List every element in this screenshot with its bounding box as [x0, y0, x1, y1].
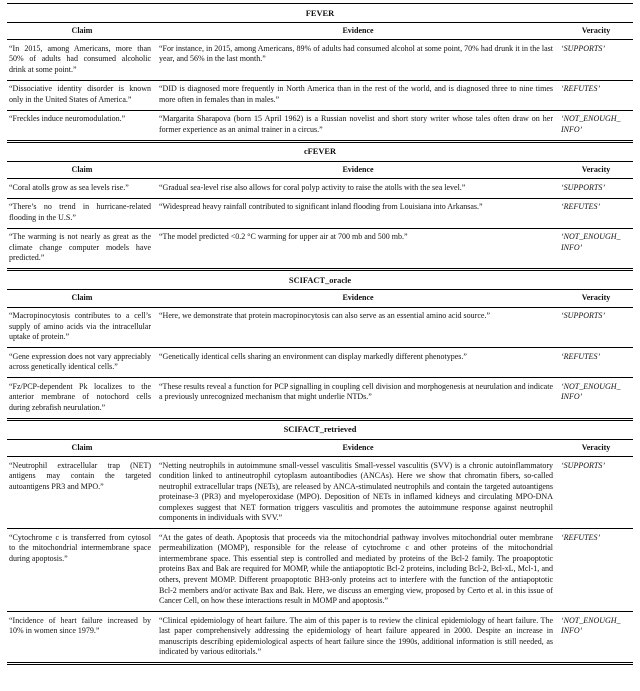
table-row — [7, 179, 633, 199]
evidence-cell: “The model predicted <0.2 °C warming for upper air at 700 mb and 500 mb.” — [157, 228, 559, 270]
section-title: FEVER — [7, 4, 633, 23]
claim-cell: “Neutrophil extracellular trap (NET) antigens may contain the targeted autoantigens PR3 and MPO.” — [7, 457, 157, 529]
column-header-claim: Claim — [7, 162, 157, 179]
column-header-evidence: Evidence — [157, 23, 559, 40]
table-row — [7, 198, 633, 228]
column-header-evidence: Evidence — [157, 162, 559, 179]
table-row — [7, 457, 633, 529]
claim-cell: “Gene expression does not vary appreciably across genetically identical cells.” — [7, 348, 157, 378]
claim-cell: “The warming is not nearly as great as the climate change computer models have predicted.” — [7, 228, 157, 270]
column-header-row — [7, 162, 633, 179]
veracity-cell: ‘REFUTES’ — [559, 198, 633, 228]
section-title-row-fever — [7, 4, 633, 23]
table-row — [7, 378, 633, 420]
veracity-cell: ‘SUPPORTS’ — [559, 307, 633, 348]
column-header-veracity: Veracity — [559, 162, 633, 179]
veracity-cell: ‘NOT_​ENOUGH_​INFO’ — [559, 110, 633, 141]
section-title: SCIFACT_oracle — [7, 270, 633, 290]
table-row — [7, 110, 633, 141]
evidence-cell: “These results reveal a function for PCP signalling in coupling cell division and morphogenesis at neurulation and indicate a previously unrecognized mechanism that might underlie NTDs.” — [157, 378, 559, 420]
claim-cell: “There’s no trend in hurricane-related flooding in the U.S.” — [7, 198, 157, 228]
column-header-veracity: Veracity — [559, 23, 633, 40]
table-row — [7, 80, 633, 110]
section-title-row-scifact-retrieved — [7, 419, 633, 439]
column-header-veracity: Veracity — [559, 290, 633, 307]
claim-cell: “Fz/PCP-dependent Pk localizes to the anterior membrane of notochord cells during zebrafish neurulation.” — [7, 378, 157, 420]
veracity-cell: ‘SUPPORTS’ — [559, 179, 633, 199]
evidence-cell: “Genetically identical cells sharing an environment can display markedly different phenotypes.” — [157, 348, 559, 378]
evidence-cell: “Widespread heavy rainfall contributed to significant inland flooding from Louisiana into Arkansas.” — [157, 198, 559, 228]
column-header-claim: Claim — [7, 23, 157, 40]
evidence-cell: “Gradual sea-level rise also allows for coral polyp activity to raise the atolls with the sea level.” — [157, 179, 559, 199]
veracity-cell: ‘NOT_​ENOUGH_​INFO’ — [559, 228, 633, 270]
column-header-claim: Claim — [7, 440, 157, 457]
claim-cell: “Cytochrome c is transferred from cytosol to the mitochondrial intermembrane space during apoptosis.” — [7, 529, 157, 612]
veracity-cell: ‘REFUTES’ — [559, 348, 633, 378]
column-header-evidence: Evidence — [157, 290, 559, 307]
veracity-cell: ‘NOT_​ENOUGH_​INFO’ — [559, 612, 633, 664]
section-title: cFEVER — [7, 141, 633, 161]
evidence-cell: “Margarita Sharapova (born 15 April 1962) is a Russian novelist and short story writer whose tales often draw on her former experience as an animal trainer in a circus.” — [157, 110, 559, 141]
claim-cell: “Coral atolls grow as sea levels rise.” — [7, 179, 157, 199]
column-header-row — [7, 23, 633, 40]
table-row — [7, 529, 633, 612]
claim-cell: “In 2015, among Americans, more than 50% of adults had consumed alcoholic drink at some point.” — [7, 40, 157, 81]
column-header-veracity: Veracity — [559, 440, 633, 457]
veracity-cell: ‘NOT_​ENOUGH_​INFO’ — [559, 378, 633, 420]
column-header-evidence: Evidence — [157, 440, 559, 457]
evidence-cell: “DID is diagnosed more frequently in North America than in the rest of the world, and is diagnosed three to nine times more often in females than in males.” — [157, 80, 559, 110]
evidence-cell: “Here, we demonstrate that protein macropinocytosis can also serve as an essential amino acid source.” — [157, 307, 559, 348]
table-row — [7, 612, 633, 664]
section-title-row-cfever — [7, 141, 633, 161]
column-header-claim: Claim — [7, 290, 157, 307]
claim-cell: “Macropinocytosis contributes to a cell’s supply of amino acids via the intracellular uptake of protein.” — [7, 307, 157, 348]
claim-cell: “Dissociative identity disorder is known only in the United States of America.” — [7, 80, 157, 110]
table-row — [7, 307, 633, 348]
veracity-cell: ‘REFUTES’ — [559, 80, 633, 110]
table-row — [7, 228, 633, 270]
veracity-cell: ‘SUPPORTS’ — [559, 40, 633, 81]
table-row — [7, 40, 633, 81]
column-header-row — [7, 290, 633, 307]
table-row — [7, 348, 633, 378]
fact-verification-examples-table — [7, 3, 633, 665]
veracity-cell: ‘REFUTES’ — [559, 529, 633, 612]
evidence-cell: “Clinical epidemiology of heart failure. The aim of this paper is to review the clinical epidemiology of heart failure. The last paper comprehensively addressing the epidemiology of heart failure appeared in 2000. Despite an increase in manuscripts describing epidemiological aspects of heart failure since the 1990s, additional information is still needed, as indicated by various editorials.” — [157, 612, 559, 664]
claim-cell: “Incidence of heart failure increased by 10% in women since 1979.” — [7, 612, 157, 664]
claim-cell: “Freckles induce neuromodulation.” — [7, 110, 157, 141]
column-header-row — [7, 440, 633, 457]
evidence-cell: “Netting neutrophils in autoimmune small-vessel vasculitis Small-vessel vasculitis (SVV) is a chronic autoinflammatory condition linked to antineutrophil cytoplasm autoantibodies (ANCAs). Here we show that chromatin fibers, so-called neutrophil extracellular traps (NETs), are released by ANCA-stimulated neutrophils and contain the targeted autoantigens proteinase-3 (PR3) and myeloperoxidase (MPO). Deposition of NETs in inflamed kidneys and circulating MPO-DNA complexes suggest that NET formation triggers vasculitis and promotes the autoimmune response against neutrophil components in individuals with SVV.” — [157, 457, 559, 529]
veracity-cell: ‘SUPPORTS’ — [559, 457, 633, 529]
section-title-row-scifact-oracle — [7, 270, 633, 290]
evidence-cell: “For instance, in 2015, among Americans, 89% of adults had consumed alcohol at some point, 70% had drunk it in the last year, and 56% in the last month.” — [157, 40, 559, 81]
evidence-cell: “At the gates of death. Apoptosis that proceeds via the mitochondrial pathway involves mitochondrial outer membrane permeabilization (MOMP), responsible for the release of cytochrome c and other proteins of the mitochondrial intermembrane space. This essential step is controlled and mediated by proteins of the Bcl-2 family. The proapoptotic proteins Bax and Bak are required for MOMP, while the antiapoptotic Bcl-2 proteins, including Bcl-2, Bcl-xL, Mcl-1, and others, prevent MOMP. Different proapoptotic BH3-only proteins act to interfere with the function of the antiapoptotic Bcl-2 members and/or activate Bax and Bak. Here, we discuss an emerging view, proposed by Certo et al. in this issue of Cancer Cell, on how these interactions result in MOMP and apoptosis.” — [157, 529, 559, 612]
section-title: SCIFACT_retrieved — [7, 419, 633, 439]
